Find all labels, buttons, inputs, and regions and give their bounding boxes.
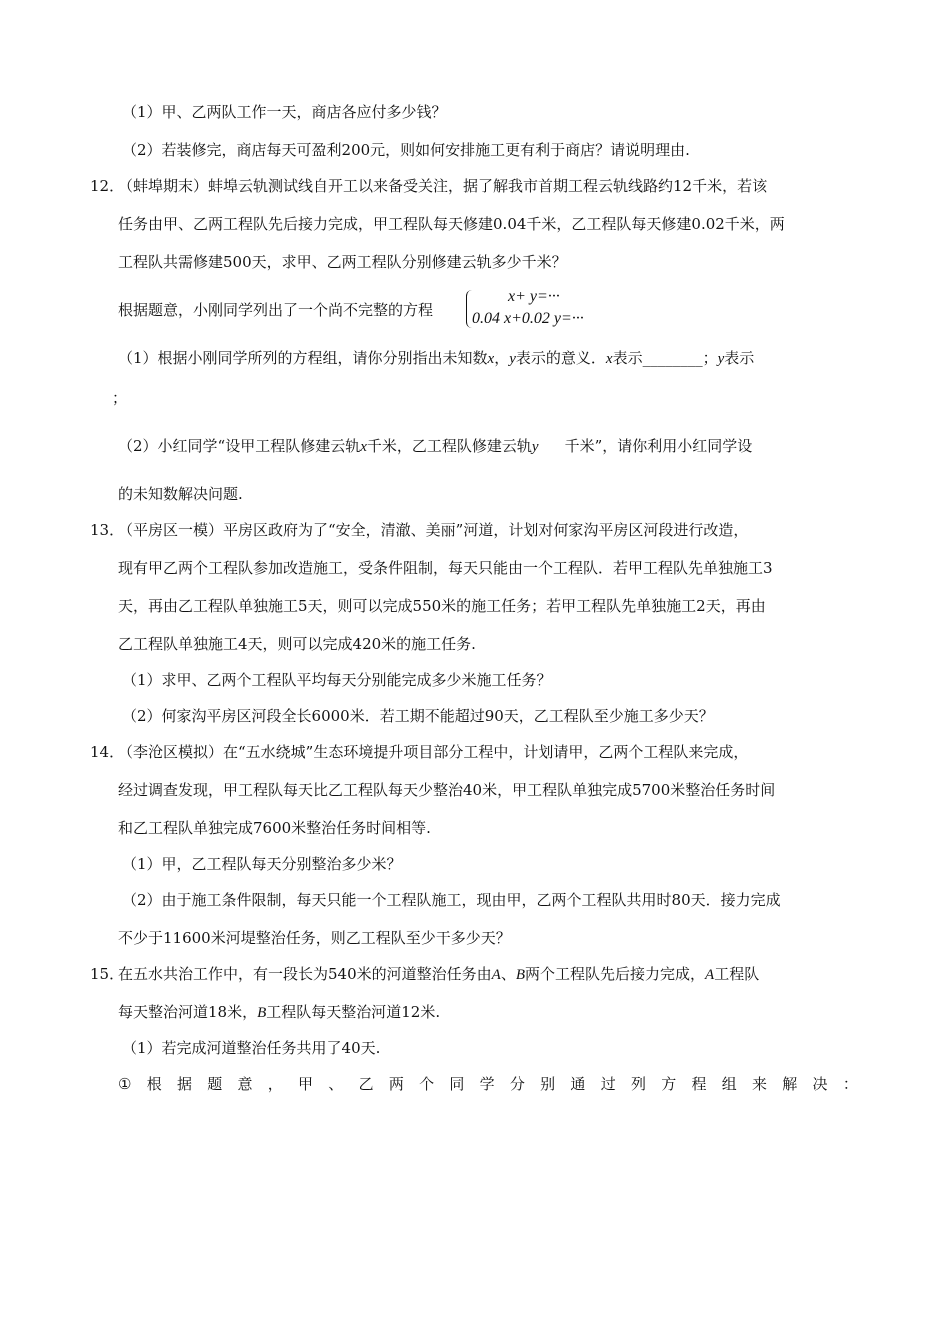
q12-line-d: 根据题意，小刚同学列出了一个尚不完整的方程 [118, 301, 434, 319]
q12-line-a: （蚌埠期末）蚌埠云轨测试线自开工以来备受关注，据了解我市首期工程云轨线路约12千米，若该 [118, 177, 768, 195]
q14-part2-a: （2）由于施工条件限制，每天只能一个工程队施工，现由甲，乙两个工程队共用时80天．接力完成 [122, 891, 781, 909]
q13-part2: （2）何家沟平房区河段全长6000米．若工期不能超过90天，乙工程队至少施工多少天？ [122, 707, 714, 725]
q13-line-b: 现有甲乙两个工程队参加改造施工，受条件阻制，每天只能由一个工程队．若甲工程队先单独施工3 [118, 559, 773, 577]
equation-row-1: x+ y=··· [508, 288, 560, 305]
q13-part1: （1）求甲、乙两个工程队平均每天分别能完成多少米施工任务？ [122, 671, 552, 689]
q15-line-b: 每天整治河道18米，B工程队每天整治河道12米. [118, 1003, 441, 1021]
question-number-13: 13． [90, 521, 125, 539]
q15-line-a: 在五水共治工作中，有一段长为540米的河道整治任务由A、B两个工程队先后接力完成，A工程队 [118, 965, 760, 983]
q14-part2-b: 不少于11600米河堤整治任务，则乙工程队至少干多少天？ [118, 929, 511, 947]
q13-line-d: 乙工程队单独施工4天，则可以完成420米的施工任务. [118, 635, 476, 653]
q15-part1: （1）若完成河道整治任务共用了40天. [122, 1039, 381, 1057]
q12-line-c: 工程队共需修建500天，求甲、乙两工程队分别修建云轨多少千米？ [118, 253, 567, 271]
q11-part1: （1）甲、乙两队工作一天，商店各应付多少钱？ [122, 103, 447, 121]
question-number-12: 12． [90, 177, 125, 195]
q14-line-b: 经过调查发现，甲工程队每天比乙工程队每天少整治40米，甲工程队单独完成5700米整治任务时间 [118, 781, 776, 799]
equation-row-2: 0.04 x+0.02 y=··· [472, 310, 584, 327]
q12-part1-tail: ； [112, 389, 128, 407]
q11-part2: （2）若装修完，商店每天可盈利200元，则如何安排施工更有利于商店？请说明理由. [122, 141, 690, 159]
q12-line-b: 任务由甲、乙两工程队先后接力完成，甲工程队每天修建0.04千米，乙工程队每天修建0.02千米，两 [118, 215, 785, 233]
q14-part1: （1）甲，乙工程队每天分别整治多少米？ [122, 855, 402, 873]
q12-part2: （2）小红同学“设甲工程队修建云轨x千米，乙工程队修建云轨y 千米”，请你利用小红同学设 [118, 437, 753, 455]
q12-part2-tail: 的未知数解决问题. [118, 485, 243, 503]
q13-line-a: （平房区一模）平房区政府为了“安全，清澈、美丽”河道，计划对何家沟平房区河段进行改造， [118, 521, 749, 539]
q15-subpart-1-justified: ① 根 据 题 意 ， 甲 、 乙 两 个 同 学 分 别 通 过 列 方 程 组 来 解 决 ： [118, 1075, 858, 1093]
q12-part1: （1）根据小刚同学所列的方程组，请你分别指出未知数x，y表示的意义．x表示________；y表示 [118, 349, 755, 367]
q14-line-c: 和乙工程队单独完成7600米整治任务时间相等. [118, 819, 431, 837]
q14-line-a: （李沧区模拟）在“五水绕城”生态环境提升项目部分工程中，计划请甲，乙两个工程队来完成， [118, 743, 749, 761]
question-number-14: 14． [90, 743, 125, 761]
q13-line-c: 天，再由乙工程队单独施工5天，则可以完成550米的施工任务；若甲工程队先单独施工2天，再由 [118, 597, 766, 615]
question-number-15: 15． [90, 965, 125, 983]
